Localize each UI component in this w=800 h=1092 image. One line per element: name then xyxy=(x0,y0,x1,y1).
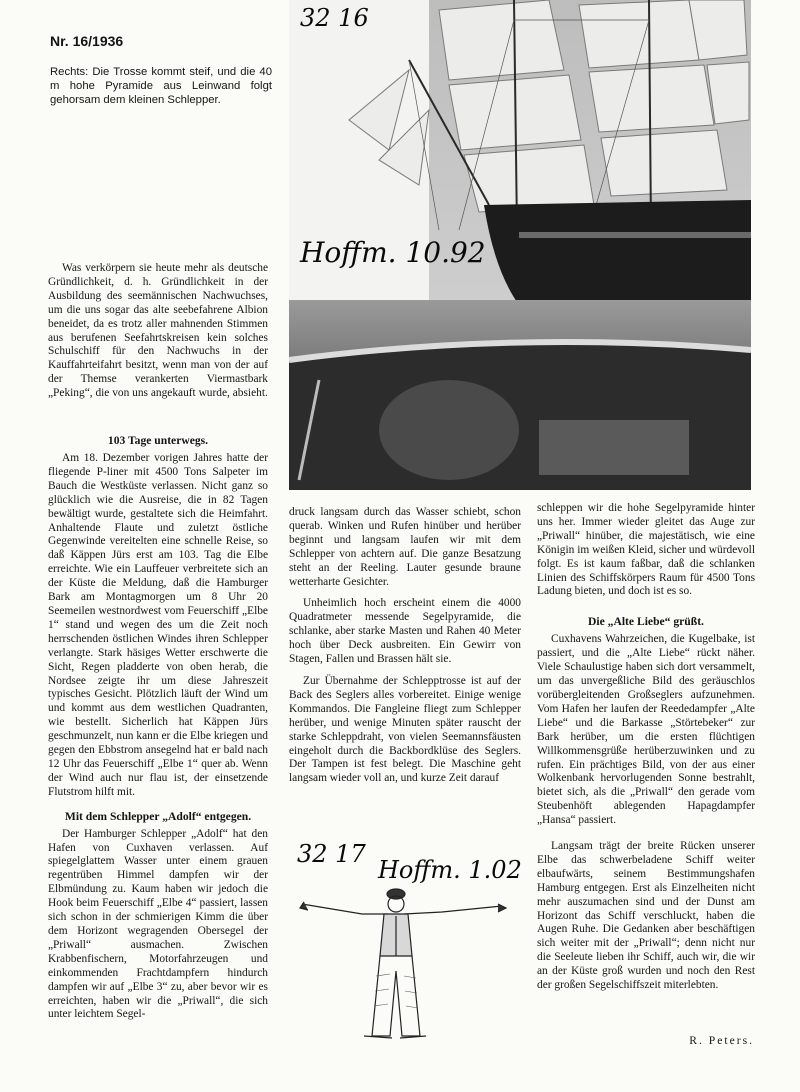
sailor-sketch xyxy=(292,876,512,1046)
col2-paragraph-3: Zur Übernahme der Schlepptrosse ist auf der Back des Seglers alles vorbereitet. Einige wenige Kommandos. Die Fangleine fliegt zum Schlepper herüber, und wenige Minuten später rauscht der starke Schleppdraht, von vielen Seemannsfäusten eingeholt durch die Backbordklüse des Seglers. Der Tampen ist fest belegt. Die Maschine geht langsam wieder voll an, und kurze Zeit darauf xyxy=(289,674,521,785)
author-signature: R. Peters. xyxy=(689,1034,754,1047)
col2-paragraph-2: Unheimlich hoch erscheint einem die 4000 Quadratmeter messende Segelpyramide, die schlanke, aber starke Masten und Rahen 40 Meter hoch über Deck ausbreiten. Ein Gewirr von Stagen, Fallen und Brassen hält sie. xyxy=(289,597,521,666)
heading-schlepper-adolf: Mit dem Schlepper „Adolf“ entgegen. xyxy=(64,809,252,823)
article-column-3 xyxy=(537,502,755,997)
photo-number-handwritten: 32 16 xyxy=(300,4,369,32)
photo-caption: Rechts: Die Trosse kommt steif, und die 40 m hohe Pyramide aus Leinwand folgt gehorsam dem kleinen Schlepper. xyxy=(50,66,272,106)
col3-paragraph-3: Langsam trägt der breite Rücken unserer Elbe das schwerbeladene Schiff weiter elbaufwärts, seinem Bestimmungshafen Hamburg entgegen. Erst als Einzelheiten nicht mehr auszumachen sind und der Dunst am Horizont das Schiff verschluckt, haben die Augen Ruhe. Die Gedanken aber beschäftigen sich weiter mit der „Priwall“; denn nicht nur die Seeleute lieben ihr Schiff, auch wir, die wir an der Küste groß wurden und noch den Rest der großen Segelschiffszeit miterlebten. xyxy=(537,840,755,992)
col3-paragraph-2: Cuxhavens Wahrzeichen, die Kugelbake, ist passiert, und die „Alte Liebe“ rückt näher. Viele Schaulustige haben sich dort versammelt, um das unvergeßliche Bild des geräuschlos vorübergleitenden Großseglers aufzunehmen. Vom Hafen her laufen der Reededampfer „Alte Liebe“ und die Barkasse „Störtebeker“ zur Bark herüber, um die ersten flüchtigen Willkommensgrüße herüberzuwinken und zu rufen. Ein prächtiges Bild, von der aus einer Wolkenbank hervorlugenden Sonne bestrahlt, bietet sich, als die „Priwall“ den gerade vom Steubenhöft ablegenden Hapagdampfer „Hansa“ passiert. xyxy=(537,633,755,827)
heading-103-tage: 103 Tage unterwegs. xyxy=(107,434,209,447)
paragraph-1: Am 18. Dezember vorigen Jahres hatte der fliegende P-liner mit 4500 Tons Salpeter im Bauch die Westküste verlassen. Nicht ganz so glücklich wie die Ausreise, die in 82 Tagen bewältigt wurde, gestaltete sich die Heimfahrt. Anhaltende Flaute und zuletzt östliche Gegenwinde vereitelten eine schnelle Reise, so daß Käppen Jürs erst am 103. Tag die Elbe erreichte. Wie ein Lauffeuer verbreitete sich an der Küste die Meldung, daß die Hamburger Bark am Montagmorgen um 8 Uhr 20 Seemeilen westnordwest vom Feuerschiff „Elbe 1“ stand und wegen des um die Zeit noch herrschenden östlichen Windes ihren Schlepper verlangte. Stark häsiges Wetter erschwerte die Sicht, Regen pladderte von oben herab, die Nordsee zeigte ihr um diese Jahreszeit typisches Gesicht. Plötzlich läuft der Wind um und kommt aus dem westlichen Quadranten, wie bestellt. Sicherlich hat Käppen Jürs geschmunzelt, nun kann er die Elbe kriegen und gegen den Ebbstrom ansegelnd hat er bald nach 12 Uhr das Feuerschiff „Elbe 1“ quer ab. Wenn der Wind auch nur flau ist, der einsetzende Flutstrom hilft mit. xyxy=(48,452,268,798)
col3-paragraph-1: schleppen wir die hohe Segelpyramide hinter uns her. Immer wieder gleitet das Auge zur „Priwall“ hinüber, die majestätisch, wie eine Königin im weißen Kleid, sicher und würdevoll folgt. Es ist kaum faßbar, daß die schlanken Linien des Schiffskörpers Raum für 4500 Tons Ladung bieten, und doch ist es so. xyxy=(537,502,755,598)
photo-note-handwritten: Hoffm. 10.92 xyxy=(300,236,486,269)
article-intro xyxy=(48,262,268,405)
sketch-number-handwritten: 32 17 xyxy=(297,840,366,868)
heading-alte-liebe: Die „Alte Liebe“ grüßt. xyxy=(588,615,704,629)
issue-number: Nr. 16/1936 xyxy=(50,33,124,49)
paragraph-2: Der Hamburger Schlepper „Adolf“ hat den Hafen von Cuxhaven verlassen. Auf spiegelglattem Wasser unter einem grauen regentrüben Himmel dampfen wir der Elbmündung zu. Kaum haben wir jedoch die Hook beim Feuerschiff „Elbe 4“ passiert, lassen sich schon in der schmierigen Kimm die über dem Horizont wegragenden Obersegel der „Priwall“ ausmachen. Zwischen Krabbenfischern, Motorfahrzeugen und einkommenden Frachtdampfern hindurch dampfen wir auf „Elbe 3“ zu, aber bevor wir es erreichten, haben wir die „Priwall“, die sich unter leichtem Segel- xyxy=(48,827,268,1021)
article-column-2 xyxy=(289,506,521,790)
article-column-1 xyxy=(48,428,268,1026)
intro-paragraph: Was verkörpern sie heute mehr als deutsche Gründlichkeit, d. h. Gründlichkeit in der Ausbildung des seemännischen Nachwuchses, um die uns sogar das alte seebefahrene Albion beneidet, da es trotz aller mahnenden Stimmen aus berufenen Seefahrtskreisen kein solches Schulschiff für den Nachwuchs in der Kauffahrteifahrt besitzt, wenn man von der auf der Themse verankerten Viermastbark „Peking“, die von uns angekauft wurde, absieht. xyxy=(48,262,268,400)
sketch-note-handwritten: Hoffm. 1.02 xyxy=(378,856,522,884)
col2-paragraph-1: druck langsam durch das Wasser schiebt, schon querab. Winken und Rufen hinüber und herüber beginnt und langsam laufen wir mit dem Schlepper von achtern auf. Die ganze Besatzung steht an der Reeling. Lauter gesunde braune wetterharte Gesichter. xyxy=(289,506,521,588)
